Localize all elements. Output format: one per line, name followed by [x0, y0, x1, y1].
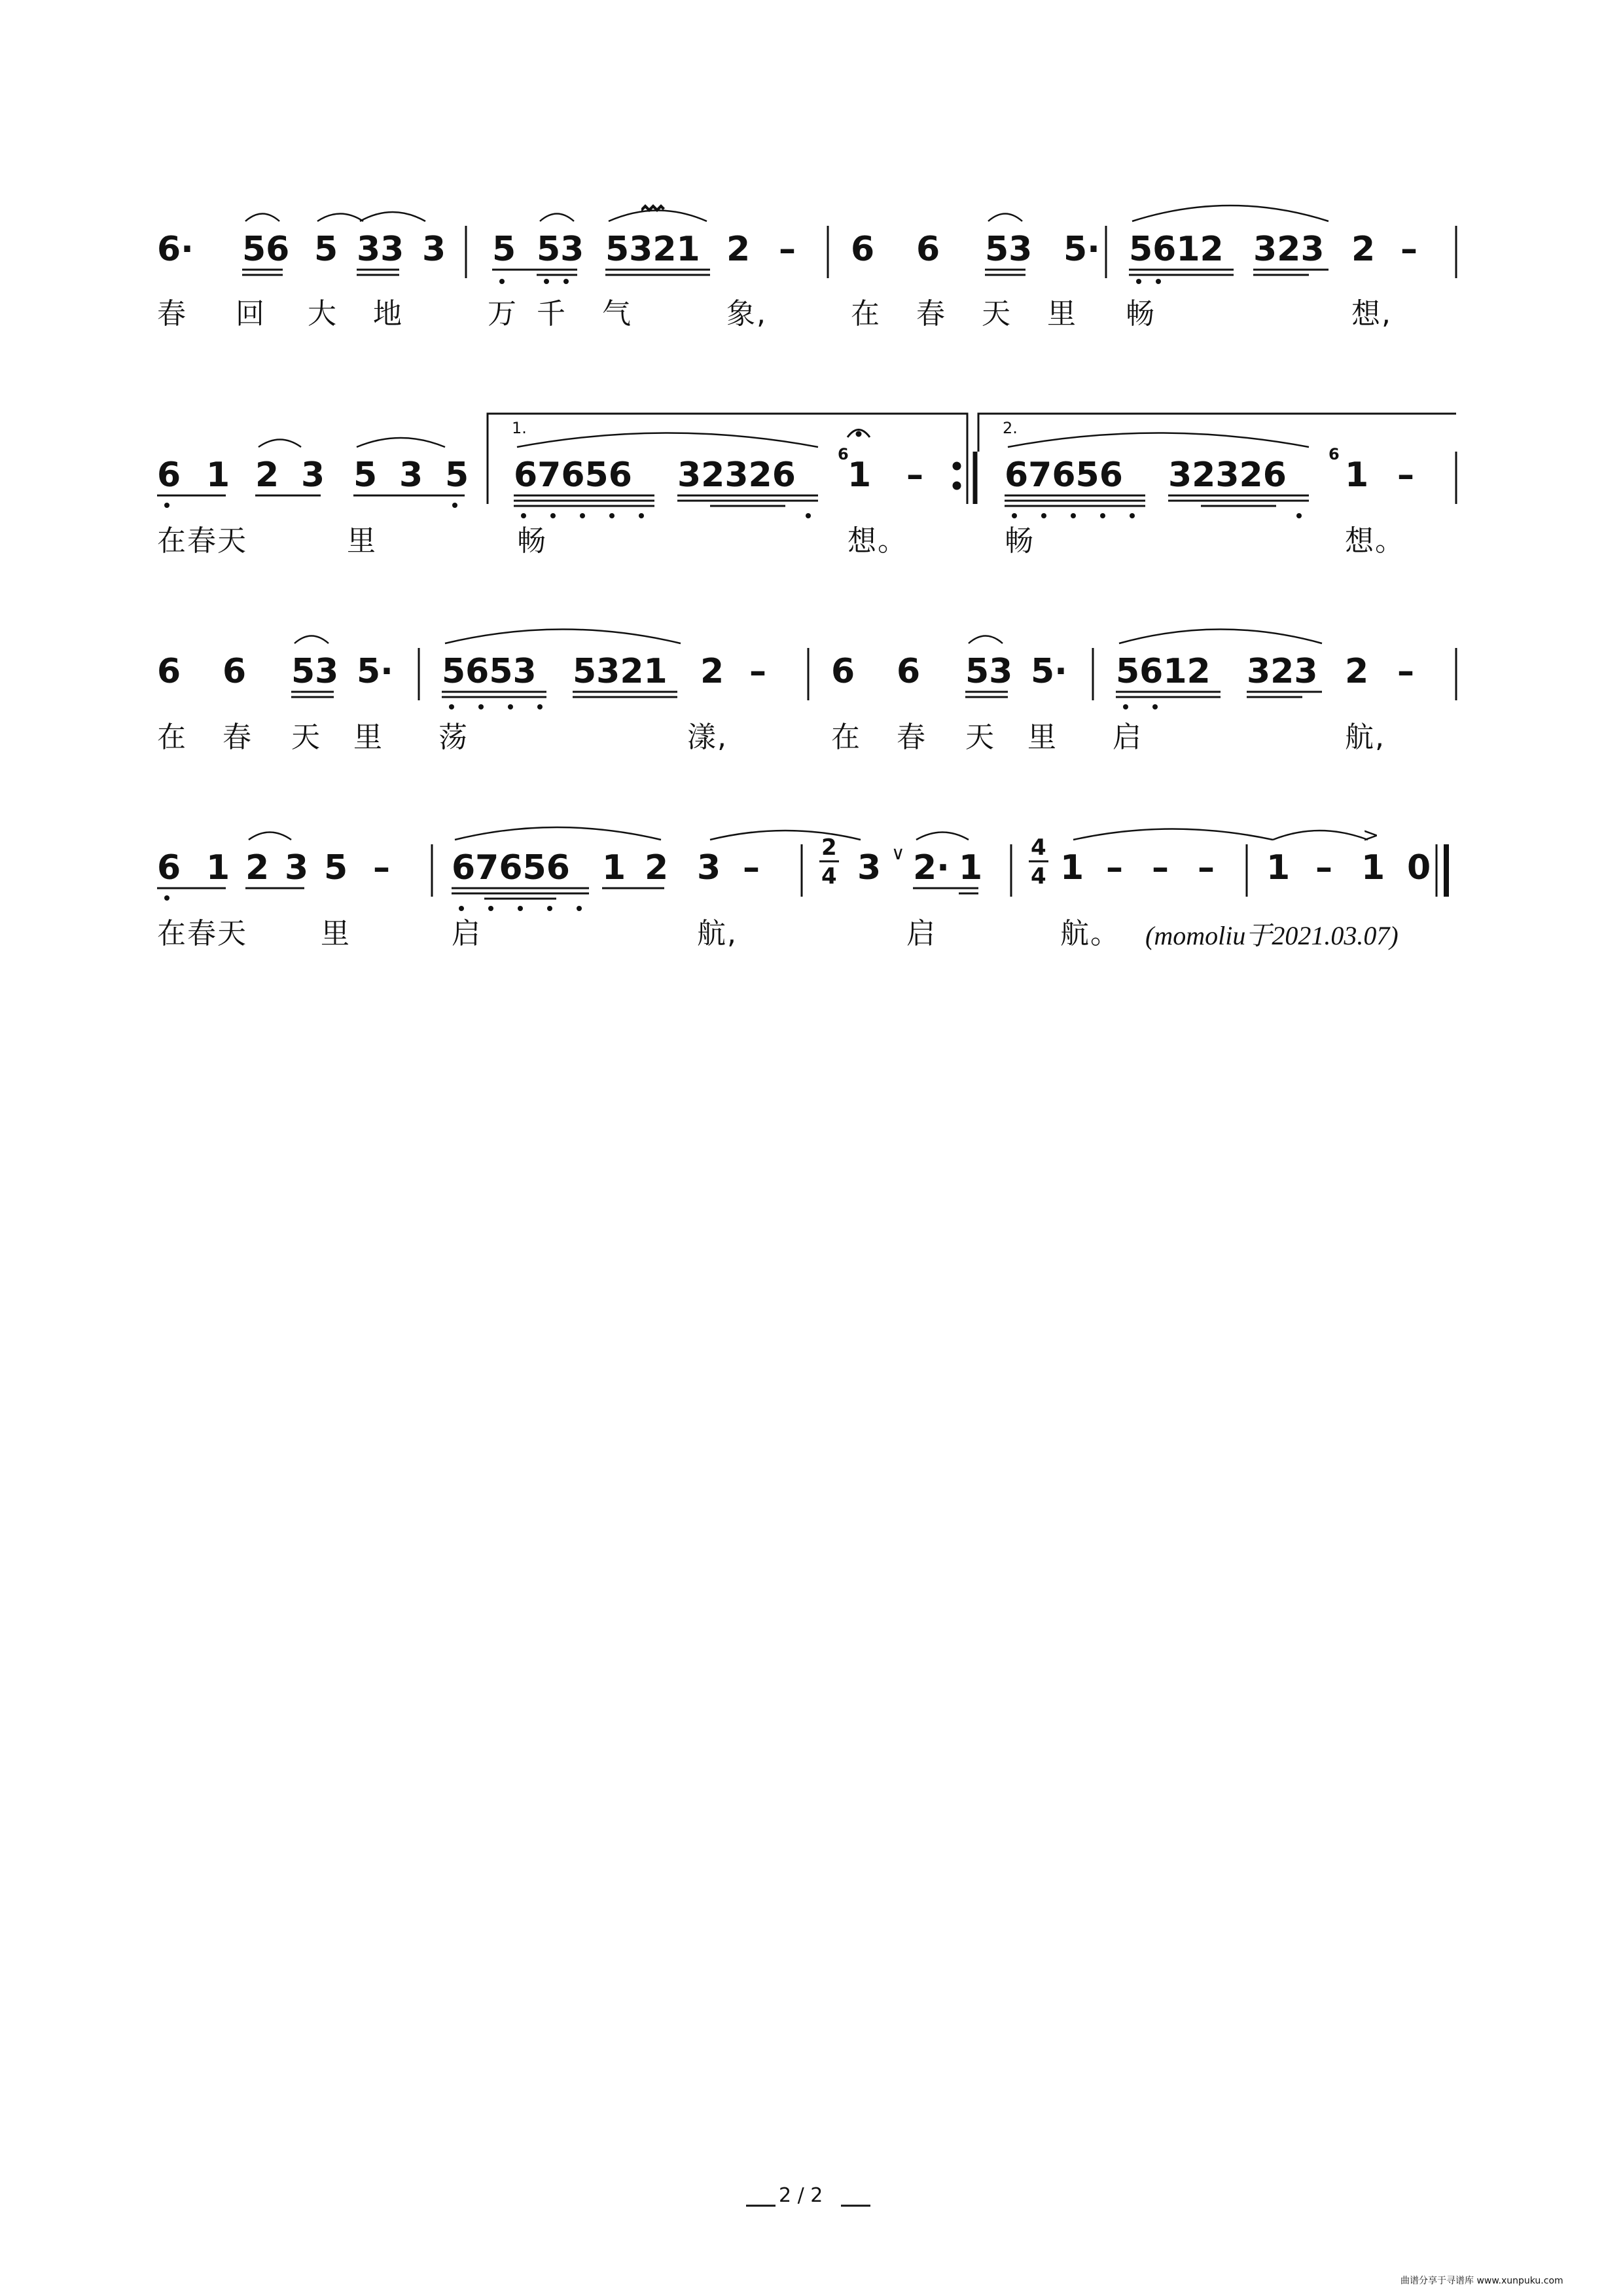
- note-group: 1: [206, 848, 230, 888]
- signature: (momoliu于2021.03.07): [1145, 921, 1399, 950]
- note-group: –: [1315, 848, 1332, 888]
- lyric-text: 航,: [697, 917, 738, 950]
- note-group: 3: [857, 848, 882, 888]
- lyric-text: 春: [157, 297, 187, 331]
- note-group: 6: [223, 652, 247, 691]
- lyric-text: 在春天: [157, 917, 247, 950]
- lyric-text: 在: [831, 721, 861, 754]
- note-group: 1: [1266, 848, 1291, 888]
- note-group: –: [373, 848, 390, 888]
- note-group: 1: [1060, 848, 1084, 888]
- volta-1-bracket: [488, 414, 967, 452]
- note-group: 2: [700, 652, 724, 691]
- note-group: –: [779, 230, 796, 269]
- lyric-text: 畅: [1126, 297, 1156, 331]
- note-group: 5321: [573, 652, 668, 691]
- volta-2-bracket: [978, 414, 1456, 452]
- lyric-text: 里: [321, 917, 351, 950]
- note-group: 2: [1351, 230, 1376, 269]
- note-group: 67656: [1005, 456, 1123, 495]
- note-group: 6: [157, 848, 181, 888]
- lyric-text: 里: [353, 721, 383, 754]
- note-group: 32326: [677, 456, 796, 495]
- lyric-text: 回: [236, 297, 266, 331]
- note-group: 2: [245, 848, 270, 888]
- note-group: 5·: [1031, 652, 1067, 691]
- lyric-text: 象,: [726, 297, 767, 331]
- lyric-text: 启: [1113, 721, 1143, 754]
- lyric-text: 春: [897, 721, 927, 754]
- note-group: 3: [697, 848, 721, 888]
- note-group: 1: [602, 848, 626, 888]
- lyric-text: 里: [1027, 721, 1058, 754]
- note-group: 1: [1361, 848, 1385, 888]
- note-group: –: [743, 848, 760, 888]
- time-sig-2-4-den: 4: [821, 863, 837, 889]
- grace-note-2: 6: [1329, 445, 1340, 463]
- note-group: 3: [399, 456, 423, 495]
- note-group: –: [1106, 848, 1123, 888]
- breath-mark: ∨: [891, 842, 905, 864]
- note-group: 1: [959, 848, 983, 888]
- lyric-text: 畅: [517, 524, 547, 558]
- slurs: [245, 206, 1368, 840]
- lyric-text: 想。: [1345, 524, 1405, 558]
- note-group: 3: [285, 848, 309, 888]
- note-group: 0: [1407, 848, 1431, 888]
- note-group: 6: [851, 230, 875, 269]
- note-group: 1: [1345, 456, 1369, 495]
- lyric-text: 地: [373, 297, 403, 331]
- lyric-text: 里: [1047, 297, 1077, 331]
- note-group: 53: [537, 230, 584, 269]
- note-group: 2: [726, 230, 751, 269]
- note-group: 67656: [452, 848, 570, 888]
- note-group: –: [1152, 848, 1169, 888]
- note-group: –: [1400, 230, 1418, 269]
- lyric-text: 在: [851, 297, 881, 331]
- volta-2-label: 2.: [1003, 419, 1018, 437]
- note-group: –: [906, 456, 923, 495]
- note-group: 33: [357, 230, 404, 269]
- note-group: 6: [897, 652, 921, 691]
- lyric-text: 畅: [1005, 524, 1035, 558]
- time-sig-2-4-num: 2: [821, 834, 837, 861]
- lyric-text: 春: [223, 721, 253, 754]
- note-group: 2·: [913, 848, 950, 888]
- note-group: 1: [847, 456, 872, 495]
- lyric-text: 天: [982, 297, 1012, 331]
- note-group: 53: [985, 230, 1033, 269]
- note-group: 5·: [1063, 230, 1100, 269]
- note-group: 53: [291, 652, 339, 691]
- note-group: 2: [255, 456, 279, 495]
- lyric-text: 天: [965, 721, 995, 754]
- volta-1-label: 1.: [512, 419, 527, 437]
- lyric-text: 漾,: [687, 721, 728, 754]
- repeat-dot: [954, 463, 960, 469]
- lyric-text: 天: [291, 721, 321, 754]
- note-group: 5: [492, 230, 516, 269]
- lyric-text: 想,: [1351, 297, 1392, 331]
- note-group: 5653: [442, 652, 537, 691]
- note-group: 5: [445, 456, 469, 495]
- accent-mark: >: [1363, 824, 1380, 847]
- lyric-text: 大: [308, 297, 338, 331]
- lyric-text: 气: [602, 297, 632, 331]
- note-group: –: [1397, 456, 1414, 495]
- repeat-dot: [954, 482, 960, 489]
- note-group: 5·: [357, 652, 393, 691]
- note-group: 5612: [1129, 230, 1224, 269]
- note-group: 5: [353, 456, 378, 495]
- note-group: –: [1198, 848, 1215, 888]
- time-sig-4-4-den: 4: [1031, 863, 1046, 889]
- lyric-text: 航,: [1345, 721, 1385, 754]
- note-group: 323: [1253, 230, 1325, 269]
- note-group: 3: [301, 456, 325, 495]
- note-group: –: [749, 652, 766, 691]
- lyric-text: 万: [488, 297, 518, 331]
- lyric-text: 荡: [438, 721, 469, 754]
- lyric-text: 启: [906, 917, 936, 950]
- lyric-text: 在春天: [157, 524, 247, 558]
- note-group: 67656: [514, 456, 632, 495]
- note-group: 5: [324, 848, 348, 888]
- lyric-text: 启: [452, 917, 482, 950]
- note-group: 53: [965, 652, 1013, 691]
- lyric-text: 航。: [1060, 917, 1120, 950]
- note-group: 5: [314, 230, 338, 269]
- note-group: 56: [242, 230, 290, 269]
- fermata-dot: [857, 432, 861, 436]
- note-group: 6: [916, 230, 940, 269]
- lyric-text: 千: [537, 297, 567, 331]
- note-group: 6: [831, 652, 855, 691]
- note-group: 6: [157, 652, 181, 691]
- lyric-text: 在: [157, 721, 187, 754]
- lyric-text: 里: [347, 524, 377, 558]
- note-group: 323: [1247, 652, 1318, 691]
- note-group: 2: [645, 848, 669, 888]
- note-group: 6·: [157, 230, 194, 269]
- note-group: 3: [422, 230, 446, 269]
- time-sig-4-4-num: 4: [1031, 834, 1046, 861]
- note-group: 2: [1345, 652, 1369, 691]
- lyric-text: 春: [916, 297, 946, 331]
- grace-note-1: 6: [838, 445, 849, 463]
- note-group: 5321: [605, 230, 700, 269]
- duration-underlines: [157, 270, 1329, 899]
- note-group: 6: [157, 456, 181, 495]
- footer-credit: 曲谱分享于寻谱库 www.xunpuku.com: [1400, 2276, 1563, 2286]
- octave-dots: [164, 279, 1302, 911]
- lyric-text: 想。: [847, 524, 908, 558]
- note-group: –: [1397, 652, 1414, 691]
- note-group: 32326: [1168, 456, 1287, 495]
- note-group: 1: [206, 456, 230, 495]
- note-group: 5612: [1116, 652, 1211, 691]
- page-number: 2 / 2: [779, 2184, 823, 2207]
